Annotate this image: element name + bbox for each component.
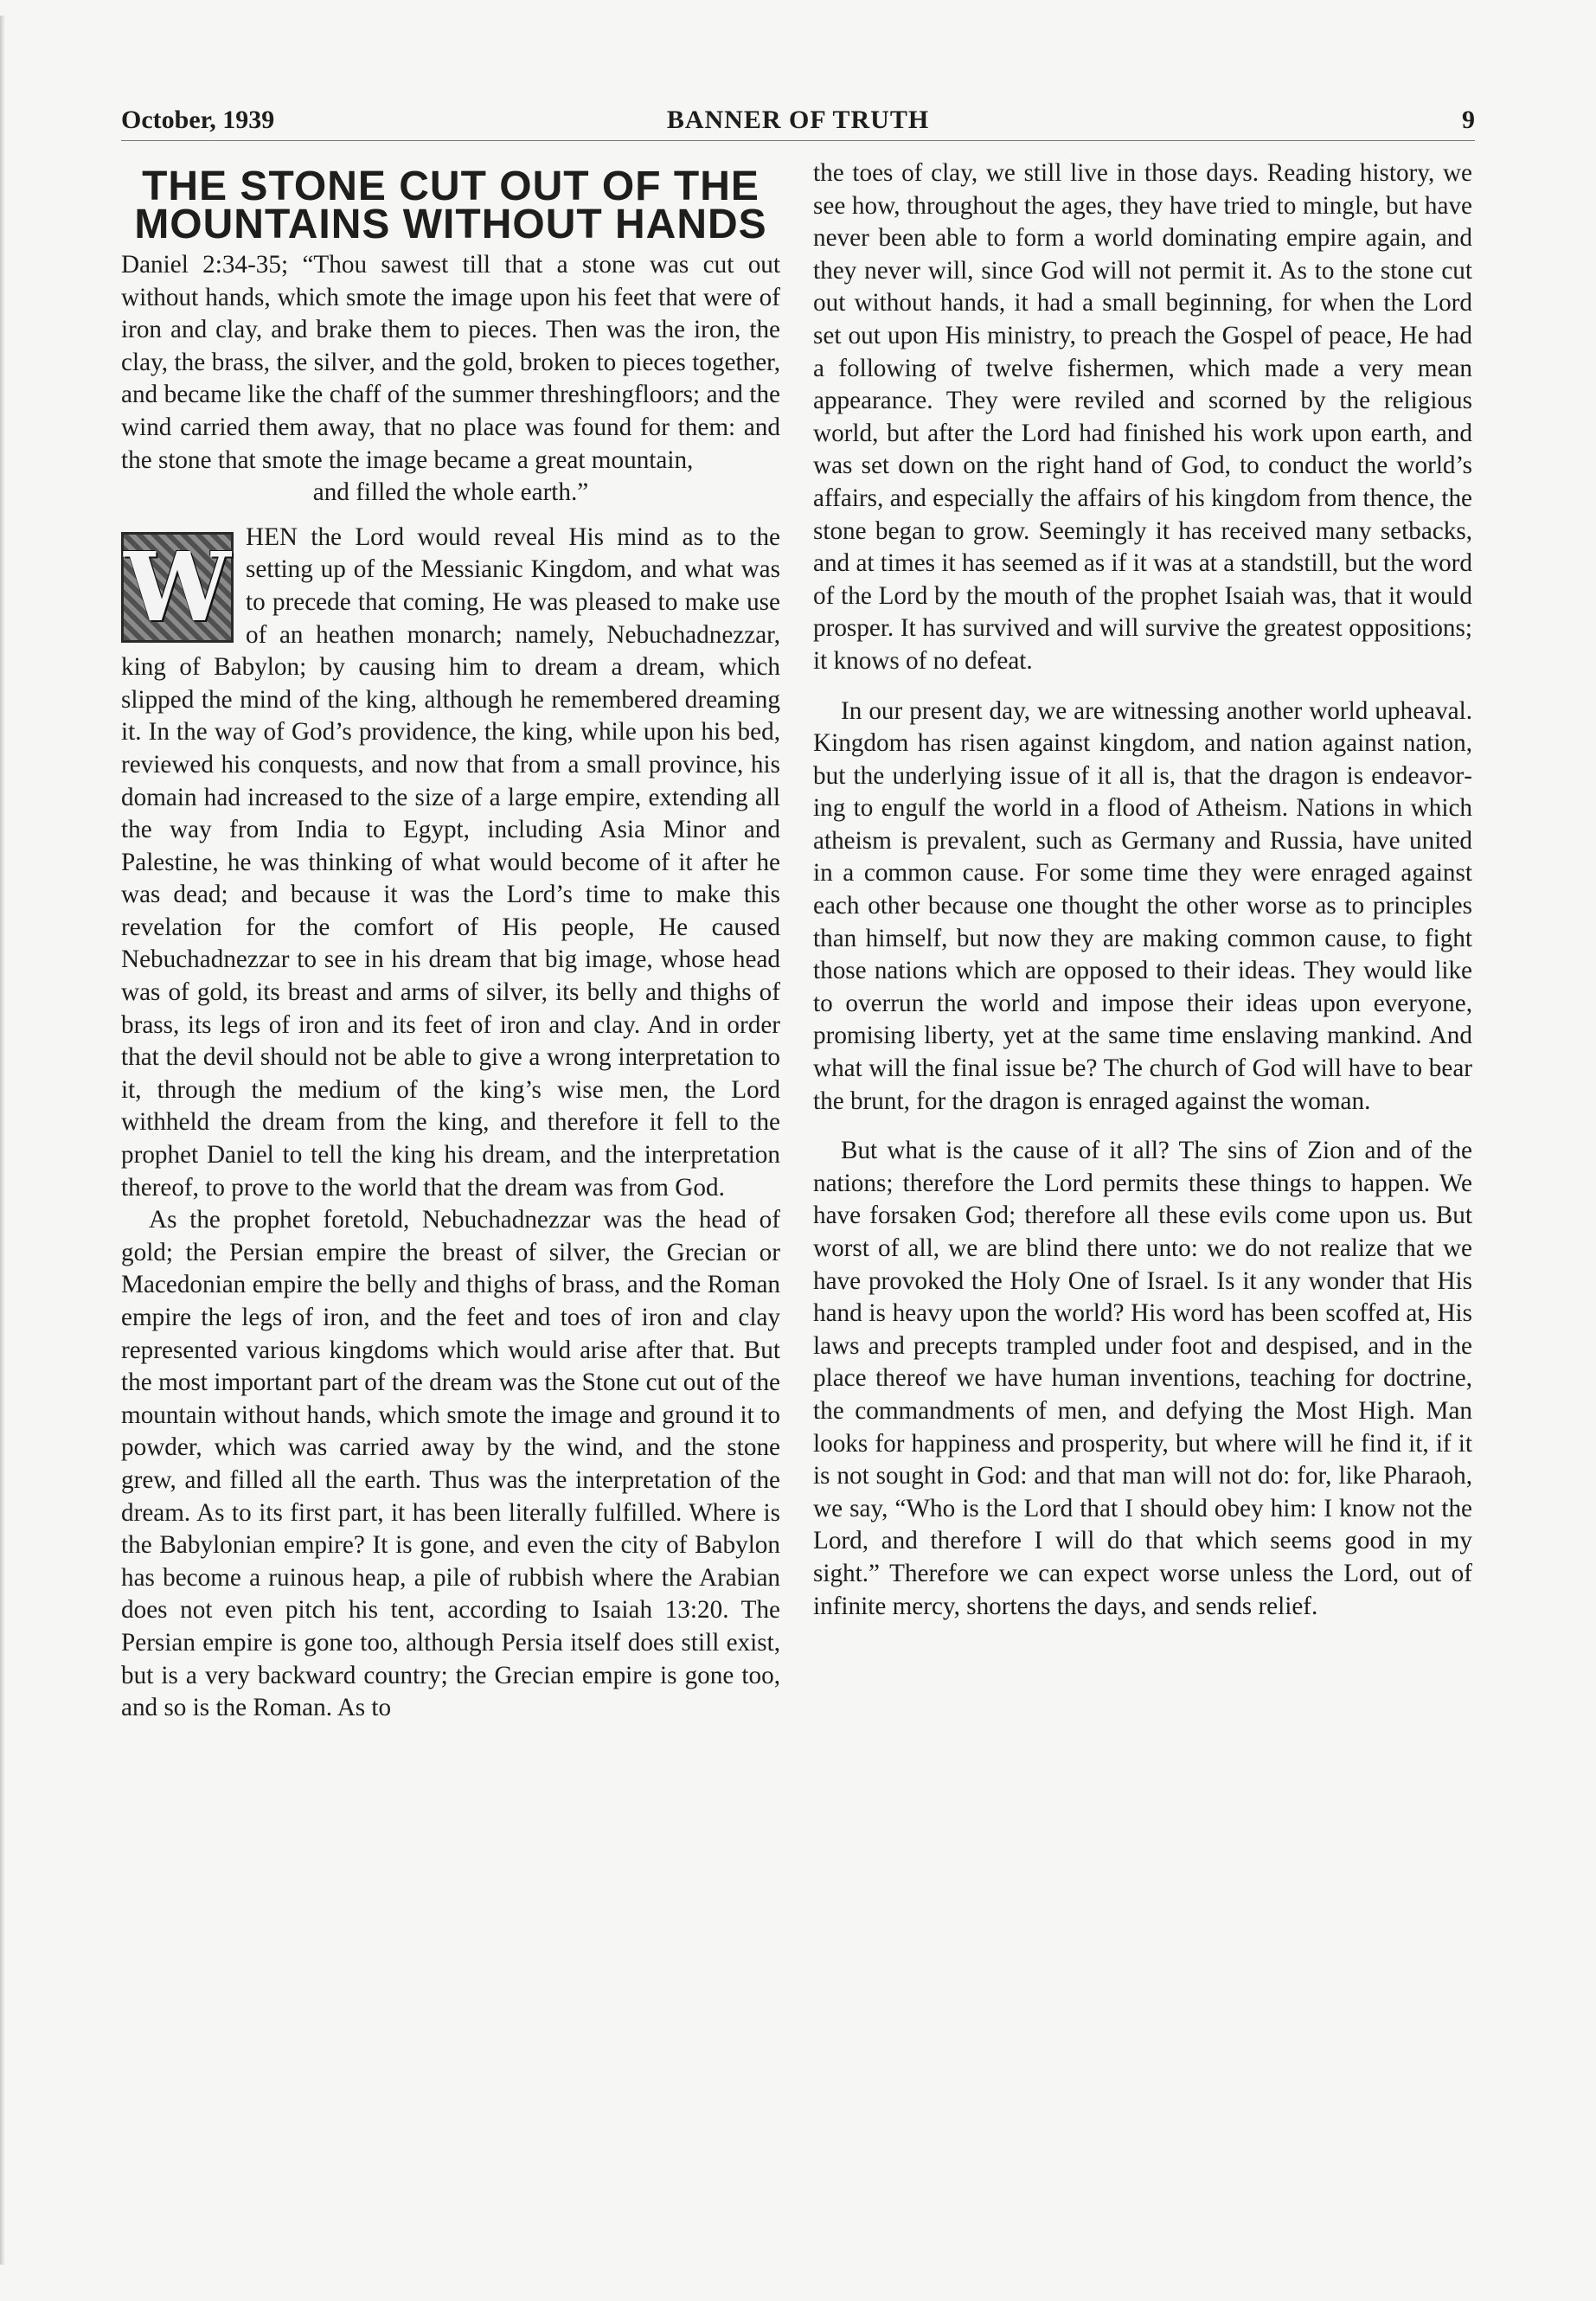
page-number: 9 [1462, 106, 1475, 134]
article-title: THE STONE CUT OUT OF THE MOUNTAINS WITHOUT HANDS [134, 163, 767, 247]
paragraph-3: In our present day, we are witnessing another world upheaval. Kingdom has risen against kingdom, and nation against nation, but the underlying issue of it all is, that the dragon is endeavoring to engulf the world in a flood of Atheism. Nations in which atheism is prevalent, such as Germany and Russia, have united in a common cause. For some time they were enraged against each other because one thought the other worse as to principles than himself, but now they are making common cause, to fight those nations which are opposed to their ideas. They would like to overrun the world and impose their ideas upon everyone, promising liberty, yet at the same time enslaving mankind. And what will the final issue be? The church of God will have to bear the brunt, for the dragon is enraged against the woman. [813, 696, 1472, 1115]
paragraph-4: But what is the cause of it all? The sins of Zion and of the nations; therefore the Lord permits these things to happen. We have forsaken God; therefore all these evils come upon us. But worst of all, we are blind there unto: we do not realize that we have provoked the Holy One of Israel. Is it any wonder that His hand is heavy upon the world? His word has been scoffed at, His laws and precepts trampled under foot and despised, and in the place thereof we have human inventions, teaching for doctrine, the commandments of men, and defying the Most High. Man looks for happiness and prosperity, but where will he find it, if it is not sought in God: and that man will not do: for, like Pharaoh, we say, “Who is the Lord that I should obey him: I know not the Lord, and therefore I will do that which seems good in my sight.” Therefore we can expect worse unless the Lord, out of infinite mercy, shortens the days, and sends relief. [813, 1137, 1472, 1620]
right-column [813, 157, 1472, 1623]
scripture-text: Daniel 2:34-35; “Thou sawest till that a stone was cut out without hands, which smote the image upon his feet that were of iron and clay, and brake them to pieces. Then was the iron, the clay, the brass, the silver, and the gold, broken to pieces together, and became like the chaff of the summer threshingfloors; and the wind carried them away, that no place was found for them: and the stone that smote the image became a great mountain, [121, 251, 780, 474]
ornamental-dropcap [121, 532, 234, 643]
left-column [121, 164, 780, 1725]
paragraph-2-continued: the toes of clay, we still live in those days. Reading history, we see how, throughout the ages, they have tried to mingle, but have never been able to form a world dominating empire again, and they never will, since God will not permit it. As to the stone cut out without hands, it had a small beginning, for when the Lord set out upon His ministry, to preach the Gospel of peace, He had a following of twelve fishermen, which made a very mean appearance. They were reviled and scorned by the religious world, but after the Lord had finished his work upon earth, and was set down on the right hand of God, to conduct the world’s affairs, and especially the affairs of his kingdom from thence, the stone began to grow. Seemingly it has received many setbacks, and at times it has seemed as if it was at a standstill, but the word of the Lord by the mouth of the prophet Isaiah was, that it would prosper. It has survived and will survive the greatest oppositions; it knows of no defeat. [813, 159, 1472, 675]
page-edge [0, 16, 5, 2265]
scripture-quote [121, 249, 780, 510]
publication-title: BANNER OF TRUTH [666, 106, 930, 134]
issue-date: October, 1939 [121, 106, 275, 134]
scripture-quote-end: and filled the whole earth.” [312, 478, 589, 507]
paragraph-1 [121, 522, 780, 1204]
paragraph-1-text: HEN the Lord would reveal His mind as to the setting up of the Messianic Kingdom, and what was to precede that coming, He was pleased to make use of an heathen monarch; namely, Nebuchadnezzar, king of Babylon; by causing him to dream a dream, which slipped the mind of the king, although he remembered dreaming it. In the way of God’s providence, the king, while upon his bed, reviewed his conquests, and now that from a small province, his domain had increased to the size of a large empire, extending all the way from India to Egypt, including Asia Minor and Palestine, he was thinking of what would become of it after he was dead; and because it was the Lord’s time to make this revelation for the comfort of His people, He caused Nebuchadnezzar to see in his dream that big image, whose head was of gold, its breast and arms of silver, its belly and thighs of brass, its legs of iron and its feet of iron and clay. And in order that the devil should not be able to give a wrong interpretation to it, through the medium of the king’s wise men, the Lord withheld the dream from the king, and therefore it fell to the prophet Daniel to tell the king his dream, and the interpretation thereof, to prove to the world that the dream was from God. [121, 522, 780, 1202]
dropcap-letter: W [124, 530, 231, 643]
running-header [121, 106, 1475, 141]
paragraph-2: As the prophet foretold, Nebuchadnezzar was the head of gold; the Persian empire the breast of silver, the Grecian or Macedonian empire the belly and thighs of brass, and the Roman empire the legs of iron, and the feet and toes of iron and clay represented various kingdoms which would arise after that. But the most important part of the dream was the Stone cut out of the mountain without hands, which smote the image and ground it to powder, which was carried away by the wind, and the stone grew, and filled all the earth. Thus was the interpretation of the dream. As to its first part, it has been literally fulfilled. Where is the Babylonian empire? It is gone, and even the city of Babylon has become a ruinous heap, a pile of rubbish where the Arabian does not even pitch his tent, according to Isaiah 13:20. The Persian empire is gone too, although Persia itself does still exist, but is a very backward country; the Grecian empire is gone too, and so is the Roman. As to [121, 1206, 780, 1722]
